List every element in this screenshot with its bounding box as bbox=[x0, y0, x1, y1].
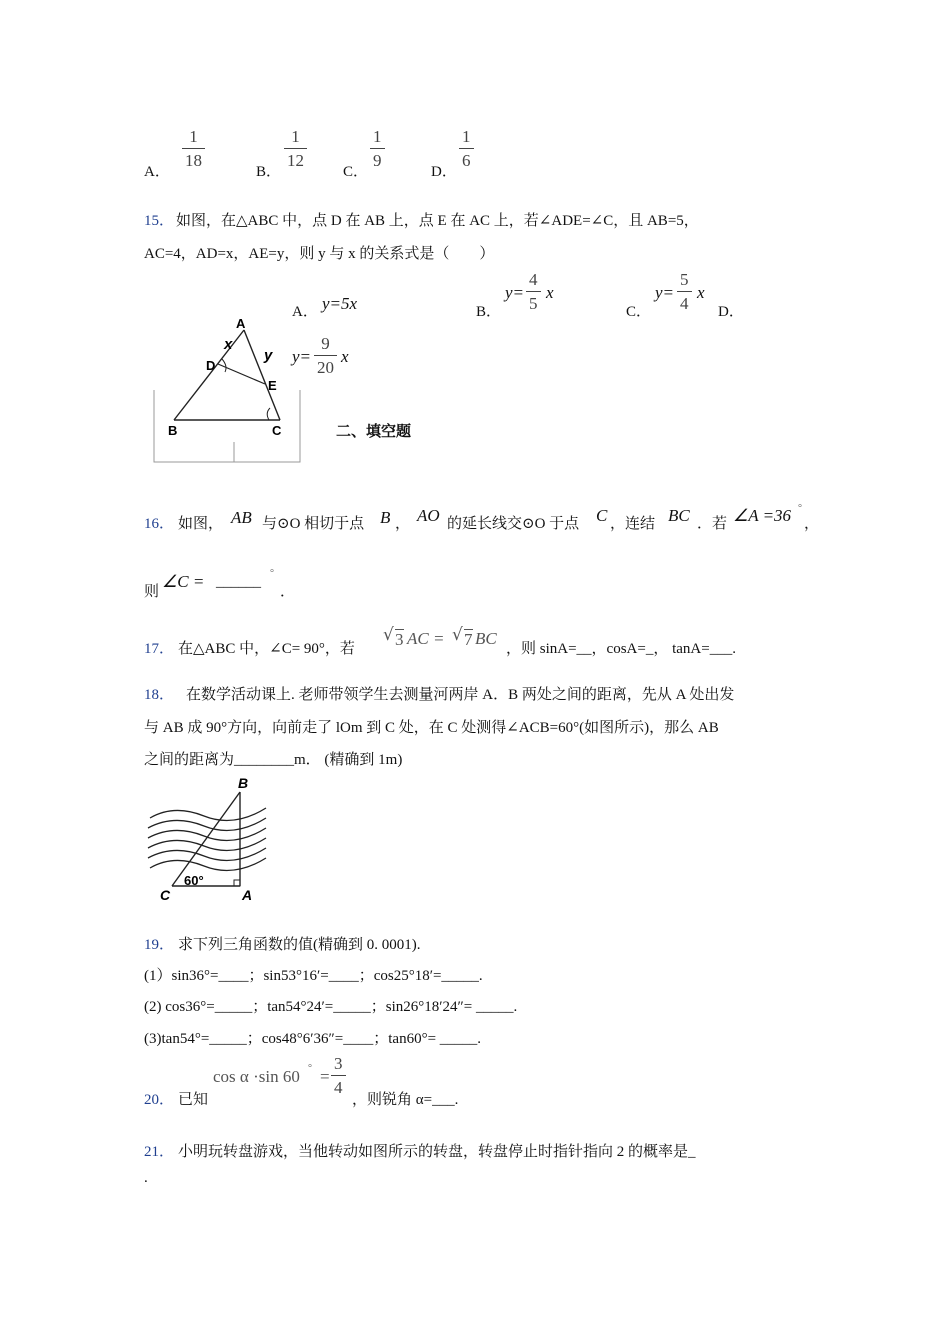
q21-text-line2: . bbox=[144, 1170, 148, 1186]
q20-degree: ° bbox=[308, 1063, 312, 1074]
q15-text-line1: 如图，在△ABC 中，点 D 在 AB 上，点 E 在 AC 上，若∠ADE=∠C，且 AB=5， bbox=[176, 213, 699, 229]
label-d: D bbox=[206, 358, 216, 373]
q16-angle-c: ∠C = bbox=[162, 572, 205, 591]
q15-option-b-left: y= bbox=[505, 283, 525, 302]
q17-radicand-1: 3 bbox=[395, 630, 404, 649]
q17-number: 17． bbox=[144, 641, 175, 657]
q15-option-a-expr: y=5x bbox=[322, 294, 358, 313]
q16-b: B bbox=[380, 508, 391, 527]
side-ab bbox=[174, 330, 244, 420]
sqrt-icon: √ bbox=[452, 625, 463, 645]
q19-row-2: (2) cos36°=_____；tan54°24′=_____；sin26°18′24″= _____. bbox=[144, 999, 518, 1015]
label-c: C bbox=[160, 887, 171, 903]
q20-fraction: $\frac{3}{4}$ bbox=[331, 1055, 346, 1096]
q15-option-d-right: x bbox=[341, 347, 349, 366]
q14-option-d-label: D． bbox=[431, 164, 457, 180]
q18-text-line3: 之间的距离为________m． (精确到 1m) bbox=[144, 752, 403, 768]
q15-option-c-label: C． bbox=[626, 304, 652, 320]
q14-option-a-label: A． bbox=[144, 164, 170, 180]
q17-ac-eq: AC = bbox=[407, 629, 445, 648]
q15-option-b-fraction: $\frac{4}{5}$ bbox=[526, 271, 541, 312]
label-angle-60: 60° bbox=[184, 873, 204, 888]
label-a: A bbox=[242, 887, 253, 903]
q19-row-1: (1）sin36°=____；sin53°16′=____；cos25°18′=_____. bbox=[144, 968, 483, 984]
label-b: B bbox=[168, 423, 178, 438]
q15-option-b-right: x bbox=[546, 283, 554, 302]
label-e: E bbox=[268, 378, 277, 393]
q15-number: 15． bbox=[144, 213, 175, 229]
q18-text-line2: 与 AB 成 90°方向，向前走了 lOm 到 C 处，在 C 处测得∠ACB=60°(如图所示)，那么 AB bbox=[144, 720, 719, 736]
q16-degree-1: ° bbox=[798, 503, 802, 514]
q16-text-7: ， bbox=[804, 516, 820, 532]
q14-option-b-label: B． bbox=[256, 164, 282, 180]
q17-text-2: ，则 sinA=__，cosA=_， tanA=___. bbox=[506, 641, 736, 657]
label-c: C bbox=[272, 423, 282, 438]
q19-row-3: (3)tan54°=_____；cos48°6′36″=____；tan60°= _____. bbox=[144, 1031, 482, 1047]
q20-text-2: ，则锐角 α=___. bbox=[352, 1092, 459, 1108]
segment-cb bbox=[172, 792, 240, 886]
q15-option-d-fraction: $\frac{9}{20}$ bbox=[314, 335, 337, 376]
q15-option-c-left: y= bbox=[655, 283, 675, 302]
label-x: x bbox=[224, 336, 233, 353]
q14-option-d-fraction: $\frac{1}{6}$ bbox=[459, 128, 474, 169]
q16-degree-2: ° bbox=[270, 568, 274, 579]
q18-text-line1: 在数学活动课上. 老师带领学生去测量河两岸 A．B 两处之间的距离，先从 A 处出发 bbox=[186, 687, 735, 703]
q20-expression: cos α ·sin 60 bbox=[213, 1067, 300, 1086]
q16-text-2: 与⊙O 相切于点 bbox=[262, 516, 365, 532]
q16-text-8: 则 bbox=[144, 584, 160, 600]
q14-option-a-fraction: $\frac{1}{18}$ bbox=[182, 128, 205, 169]
q18-number: 18． bbox=[144, 687, 175, 703]
q21-number: 21． bbox=[144, 1144, 175, 1160]
q17-bc: BC bbox=[475, 629, 497, 648]
q16-text-9: ． bbox=[280, 584, 296, 600]
q20-text-1: 已知 bbox=[178, 1092, 209, 1108]
right-angle-mark bbox=[234, 880, 240, 886]
label-a: A bbox=[236, 316, 246, 331]
q16-bc: BC bbox=[668, 506, 690, 525]
q14-option-b-fraction: $\frac{1}{12}$ bbox=[284, 128, 307, 169]
side-ac bbox=[244, 330, 280, 420]
river-waves bbox=[148, 808, 266, 871]
segment-de bbox=[218, 364, 265, 384]
q15-option-a-label: A． bbox=[292, 304, 318, 320]
q14-option-c-fraction: $\frac{1}{9}$ bbox=[370, 128, 385, 169]
q19-title: 求下列三角函数的值(精确到 0. 0001). bbox=[178, 937, 421, 953]
q15-triangle-figure bbox=[148, 312, 308, 467]
q16-text-5: ，连结 bbox=[610, 516, 656, 532]
q15-option-c-fraction: $\frac{5}{4}$ bbox=[677, 271, 692, 312]
label-y: y bbox=[264, 347, 273, 364]
q16-angle-a: ∠A =36 bbox=[733, 506, 792, 525]
q20-equals: = bbox=[320, 1067, 330, 1086]
q15-text-line2: AC=4，AD=x，AE=y，则 y 与 x 的关系式是（ ） bbox=[144, 246, 495, 262]
q19-number: 19． bbox=[144, 937, 175, 953]
q16-text-6: ．若 bbox=[697, 516, 728, 532]
q21-text-line1: 小明玩转盘游戏，当他转动如图所示的转盘，转盘停止时指针指向 2 的概率是_ bbox=[178, 1144, 696, 1160]
q16-text-3: ， bbox=[395, 516, 411, 532]
label-b: B bbox=[238, 775, 249, 791]
angle-mark-c bbox=[267, 408, 270, 420]
q18-river-figure bbox=[144, 774, 274, 904]
q16-text-1: 如图， bbox=[178, 516, 224, 532]
q15-option-d-left: y= bbox=[292, 347, 312, 366]
q15-option-d-label: D． bbox=[718, 304, 744, 320]
sqrt-icon: √ bbox=[383, 625, 394, 645]
q14-option-c-label: C． bbox=[343, 164, 369, 180]
q15-option-b-label: B． bbox=[476, 304, 502, 320]
q15-option-c-right: x bbox=[697, 283, 705, 302]
q16-c: C bbox=[596, 506, 608, 525]
q16-ab: AB bbox=[231, 508, 252, 527]
section-heading-fill-in: 二、填空题 bbox=[336, 422, 412, 440]
q16-ao: AO bbox=[417, 506, 440, 525]
q16-answer-blank[interactable]: ______ bbox=[216, 574, 261, 590]
q20-number: 20． bbox=[144, 1092, 175, 1108]
q17-radicand-2: 7 bbox=[464, 630, 473, 649]
q16-number: 16． bbox=[144, 516, 175, 532]
q17-text-1: 在△ABC 中，∠C= 90°，若 bbox=[178, 641, 355, 657]
q16-text-4: 的延长线交⊙O 于点 bbox=[447, 516, 580, 532]
